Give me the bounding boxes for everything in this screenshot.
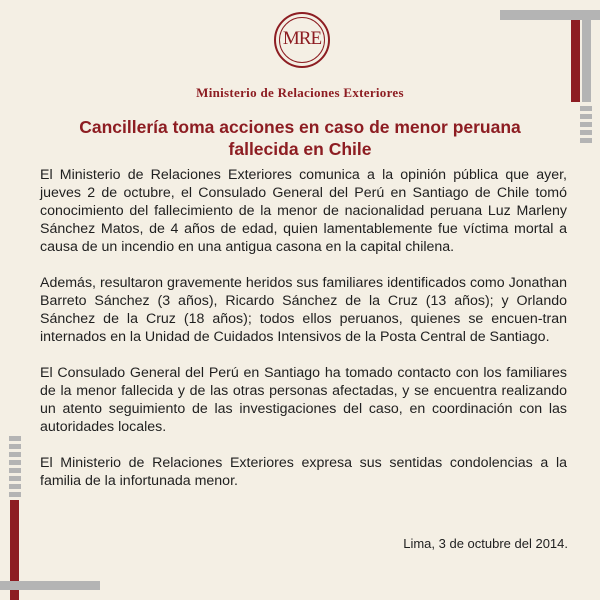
- date-signoff: Lima, 3 de octubre del 2014.: [403, 536, 568, 551]
- logo-text: MRE: [282, 28, 322, 49]
- title-line-1: Cancillería toma acciones en caso de menor peruana: [79, 117, 521, 137]
- bottom-gray-bar: [0, 581, 100, 590]
- title-line-2: fallecida en Chile: [228, 139, 372, 159]
- paragraph: El Consulado General del Perú en Santiago ha tomado contacto con los familiares de la menor fallecida y de las otras personas afectadas, y se encuentra realizando un atento seguimiento de las investigaciones del caso, en coordinación con las autoridades locales.: [40, 365, 567, 435]
- document-title: [60, 116, 540, 160]
- ministry-name: Ministerio de Relaciones Exteriores: [196, 85, 404, 100]
- paragraph: El Ministerio de Relaciones Exteriores expresa sus sentidas condolencias a la familia de la infortunada menor.: [40, 455, 567, 489]
- right-dotted-bar: [580, 106, 592, 143]
- document-body: [40, 166, 567, 508]
- left-dotted-bar: [9, 436, 21, 497]
- paragraph: El Ministerio de Relaciones Exteriores comunica a la opinión pública que ayer, jueves 2 de octubre, el Consulado General del Perú en Santiago de Chile tomó conocimiento del fallecimiento de la menor de nacionalidad peruana Luz Marleny Sánchez Matos, de 4 años de edad, quien lamentablemente fue víctima mortal a causa de un incendio en una antigua casona en la capital chilena.: [40, 167, 567, 255]
- mre-logo-seal: [274, 12, 330, 68]
- paragraph: Además, resultaron gravemente heridos sus familiares identificados como Jonathan Barreto Sánchez (3 años), Ricardo Sánchez de la Cruz (13 años); y Orlando Sánchez de la Cruz (18 años); todos ellos peruanos, quienes se encuen-tran internados en la Unidad de Cuidados Intensivos de la Posta Central de Santiago.: [40, 275, 567, 345]
- top-gray-bar: [500, 10, 600, 20]
